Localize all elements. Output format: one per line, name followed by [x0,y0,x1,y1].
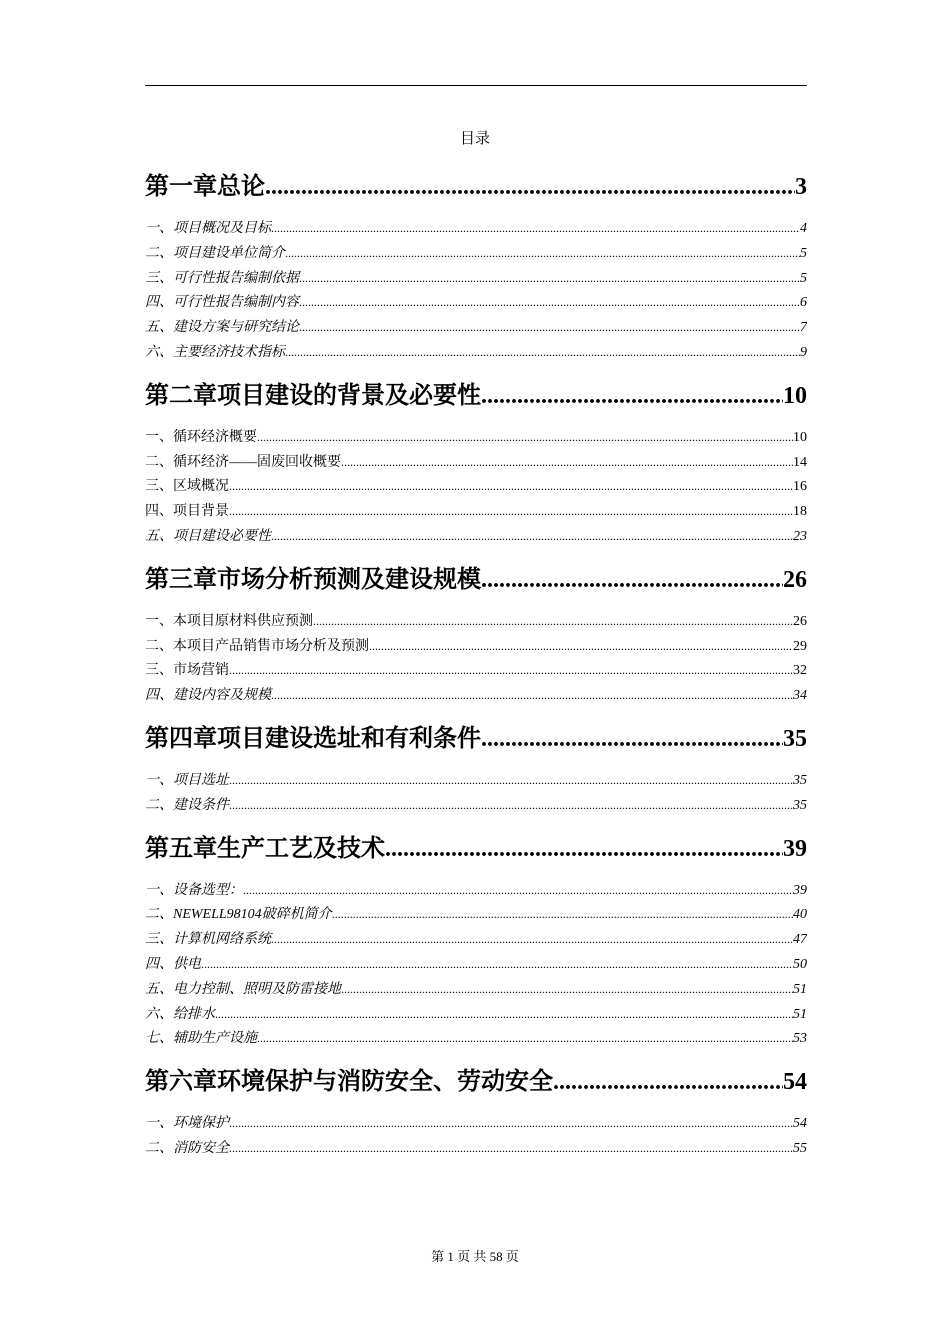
toc-section-entry[interactable] [145,878,807,903]
section-title: 一、环境保护 [145,1116,229,1132]
section-title: 六、主要经济技术指标 [145,344,285,360]
section-page-number: 29 [793,638,807,654]
dot-leader [229,499,793,524]
toc-section-entry[interactable] [145,977,807,1002]
toc-section-entry[interactable] [145,609,807,634]
section-title: 三、区域概况 [145,479,229,495]
chapter-title: 第五章生产工艺及技术 [145,833,385,862]
section-title: 三、计算机网络系统 [145,932,271,948]
toc-chapter-entry[interactable] [145,830,807,866]
section-title: 一、本项目原材料供应预测 [145,613,313,629]
dot-leader [481,562,783,597]
section-title: 二、建设条件 [145,797,229,813]
toc-section-entry[interactable] [145,927,807,952]
toc-section-entry[interactable] [145,499,807,524]
toc-section-entry[interactable] [145,474,807,499]
toc-section-entry[interactable] [145,1002,807,1027]
section-title: 一、循环经济概要 [145,429,257,445]
section-page-number: 4 [800,221,807,236]
dot-leader [257,1026,793,1051]
chapter-title: 第四章项目建设选址和有利条件 [145,723,481,752]
dot-leader [341,977,793,1002]
dot-leader [553,1064,783,1099]
section-page-number: 26 [793,613,807,629]
dot-leader [271,683,793,708]
toc-section-entry[interactable] [145,658,807,683]
dot-leader [229,1111,793,1136]
section-page-number: 23 [793,528,807,544]
section-page-number: 18 [793,504,807,520]
dot-leader [229,1136,793,1161]
toc-chapter-entry[interactable] [145,1063,807,1099]
section-title: 一、设备选型： [145,882,243,898]
chapter-page-number: 39 [783,835,807,862]
chapter-title: 第六章环境保护与消防安全、劳动安全 [145,1067,553,1096]
chapter-page-number: 35 [783,725,807,752]
section-page-number: 5 [800,245,807,261]
section-page-number: 16 [793,479,807,495]
section-page-number: 32 [793,663,807,679]
toc-section-entry[interactable] [145,1026,807,1051]
section-title: 二、项目建设单位简介 [145,245,285,261]
table-of-contents [145,160,807,1161]
dot-leader [299,266,800,291]
toc-section-entry[interactable] [145,683,807,708]
chapter-page-number: 26 [783,566,807,593]
section-page-number: 34 [793,688,807,704]
toc-title: 目录 [459,131,490,147]
chapter-title: 第二章项目建设的背景及必要性 [145,380,481,409]
dot-leader [229,793,793,818]
dot-leader [481,721,783,756]
toc-section-entry[interactable] [145,290,807,315]
section-title: 二、消防安全 [145,1140,229,1156]
section-page-number: 55 [793,1140,807,1156]
toc-section-entry[interactable] [145,315,807,340]
toc-section-entry[interactable] [145,241,807,266]
dot-leader [271,524,793,549]
toc-chapter-entry[interactable] [145,561,807,597]
section-title: 四、建设内容及规模 [145,688,271,704]
toc-section-entry[interactable] [145,952,807,977]
section-title: 二、NEWELL98104破碎机简介 [145,907,332,923]
section-title: 四、供电 [145,956,201,972]
dot-leader [332,902,793,927]
dot-leader [313,609,793,634]
dot-leader [285,241,800,266]
section-page-number: 51 [793,981,807,997]
chapter-title: 第三章市场分析预测及建设规模 [145,564,481,593]
dot-leader [229,474,793,499]
dot-leader [229,768,793,793]
dot-leader [265,169,795,204]
section-page-number: 39 [793,882,807,898]
chapter-page-number: 54 [783,1069,807,1096]
section-page-number: 5 [800,270,807,286]
toc-chapter-entry[interactable] [145,377,807,413]
section-page-number: 53 [793,1031,807,1047]
section-title: 四、项目背景 [145,504,229,520]
section-title: 一、项目概况及目标 [145,221,271,236]
dot-leader [243,878,793,903]
toc-section-entry[interactable] [145,266,807,291]
toc-section-entry[interactable] [145,450,807,475]
dot-leader [215,1002,793,1027]
toc-chapter-entry[interactable] [145,720,807,756]
section-page-number: 10 [793,429,807,445]
section-page-number: 6 [800,295,807,311]
toc-chapter-entry[interactable] [145,168,807,204]
section-page-number: 35 [793,797,807,813]
dot-leader [369,634,793,659]
dot-leader [229,658,793,683]
toc-section-entry[interactable] [145,340,807,365]
dot-leader [481,378,783,413]
chapter-page-number: 3 [795,174,807,200]
section-page-number: 35 [793,772,807,788]
section-page-number: 51 [793,1006,807,1022]
toc-section-entry[interactable] [145,425,807,450]
page-footer: 第 1 页 共 58 页 [431,1249,519,1264]
section-title: 五、建设方案与研究结论 [145,320,299,336]
toc-section-entry[interactable] [145,902,807,927]
section-page-number: 9 [800,344,807,360]
section-title: 五、电力控制、照明及防雷接地 [145,981,341,997]
section-title: 五、项目建设必要性 [145,528,271,544]
dot-leader [257,425,793,450]
section-page-number: 47 [793,932,807,948]
toc-section-entry[interactable] [145,768,807,793]
section-title: 三、市场营销 [145,663,229,679]
toc-section-entry[interactable] [145,524,807,549]
section-title: 二、本项目产品销售市场分析及预测 [145,638,369,654]
section-title: 一、项目选址 [145,772,229,788]
toc-section-entry[interactable] [145,1136,807,1161]
dot-leader [341,450,793,475]
chapter-page-number: 10 [783,382,807,409]
toc-section-entry[interactable] [145,216,807,241]
section-title: 二、循环经济——固废回收概要 [145,454,341,470]
toc-section-entry[interactable] [145,793,807,818]
dot-leader [201,952,793,977]
section-title: 四、可行性报告编制内容 [145,295,299,311]
header-rule [145,85,807,86]
toc-section-entry[interactable] [145,634,807,659]
dot-leader [285,340,800,365]
dot-leader [385,831,783,866]
section-title: 七、辅助生产设施 [145,1031,257,1047]
section-title: 三、可行性报告编制依据 [145,270,299,286]
dot-leader [271,216,800,241]
section-page-number: 40 [793,907,807,923]
section-page-number: 14 [793,454,807,470]
dot-leader [271,927,793,952]
section-page-number: 54 [793,1116,807,1132]
chapter-title: 第一章总论 [145,172,265,200]
section-page-number: 50 [793,956,807,972]
section-page-number: 7 [800,320,807,336]
toc-section-entry[interactable] [145,1111,807,1136]
dot-leader [299,315,800,340]
section-title: 六、给排水 [145,1006,215,1022]
dot-leader [299,290,800,315]
